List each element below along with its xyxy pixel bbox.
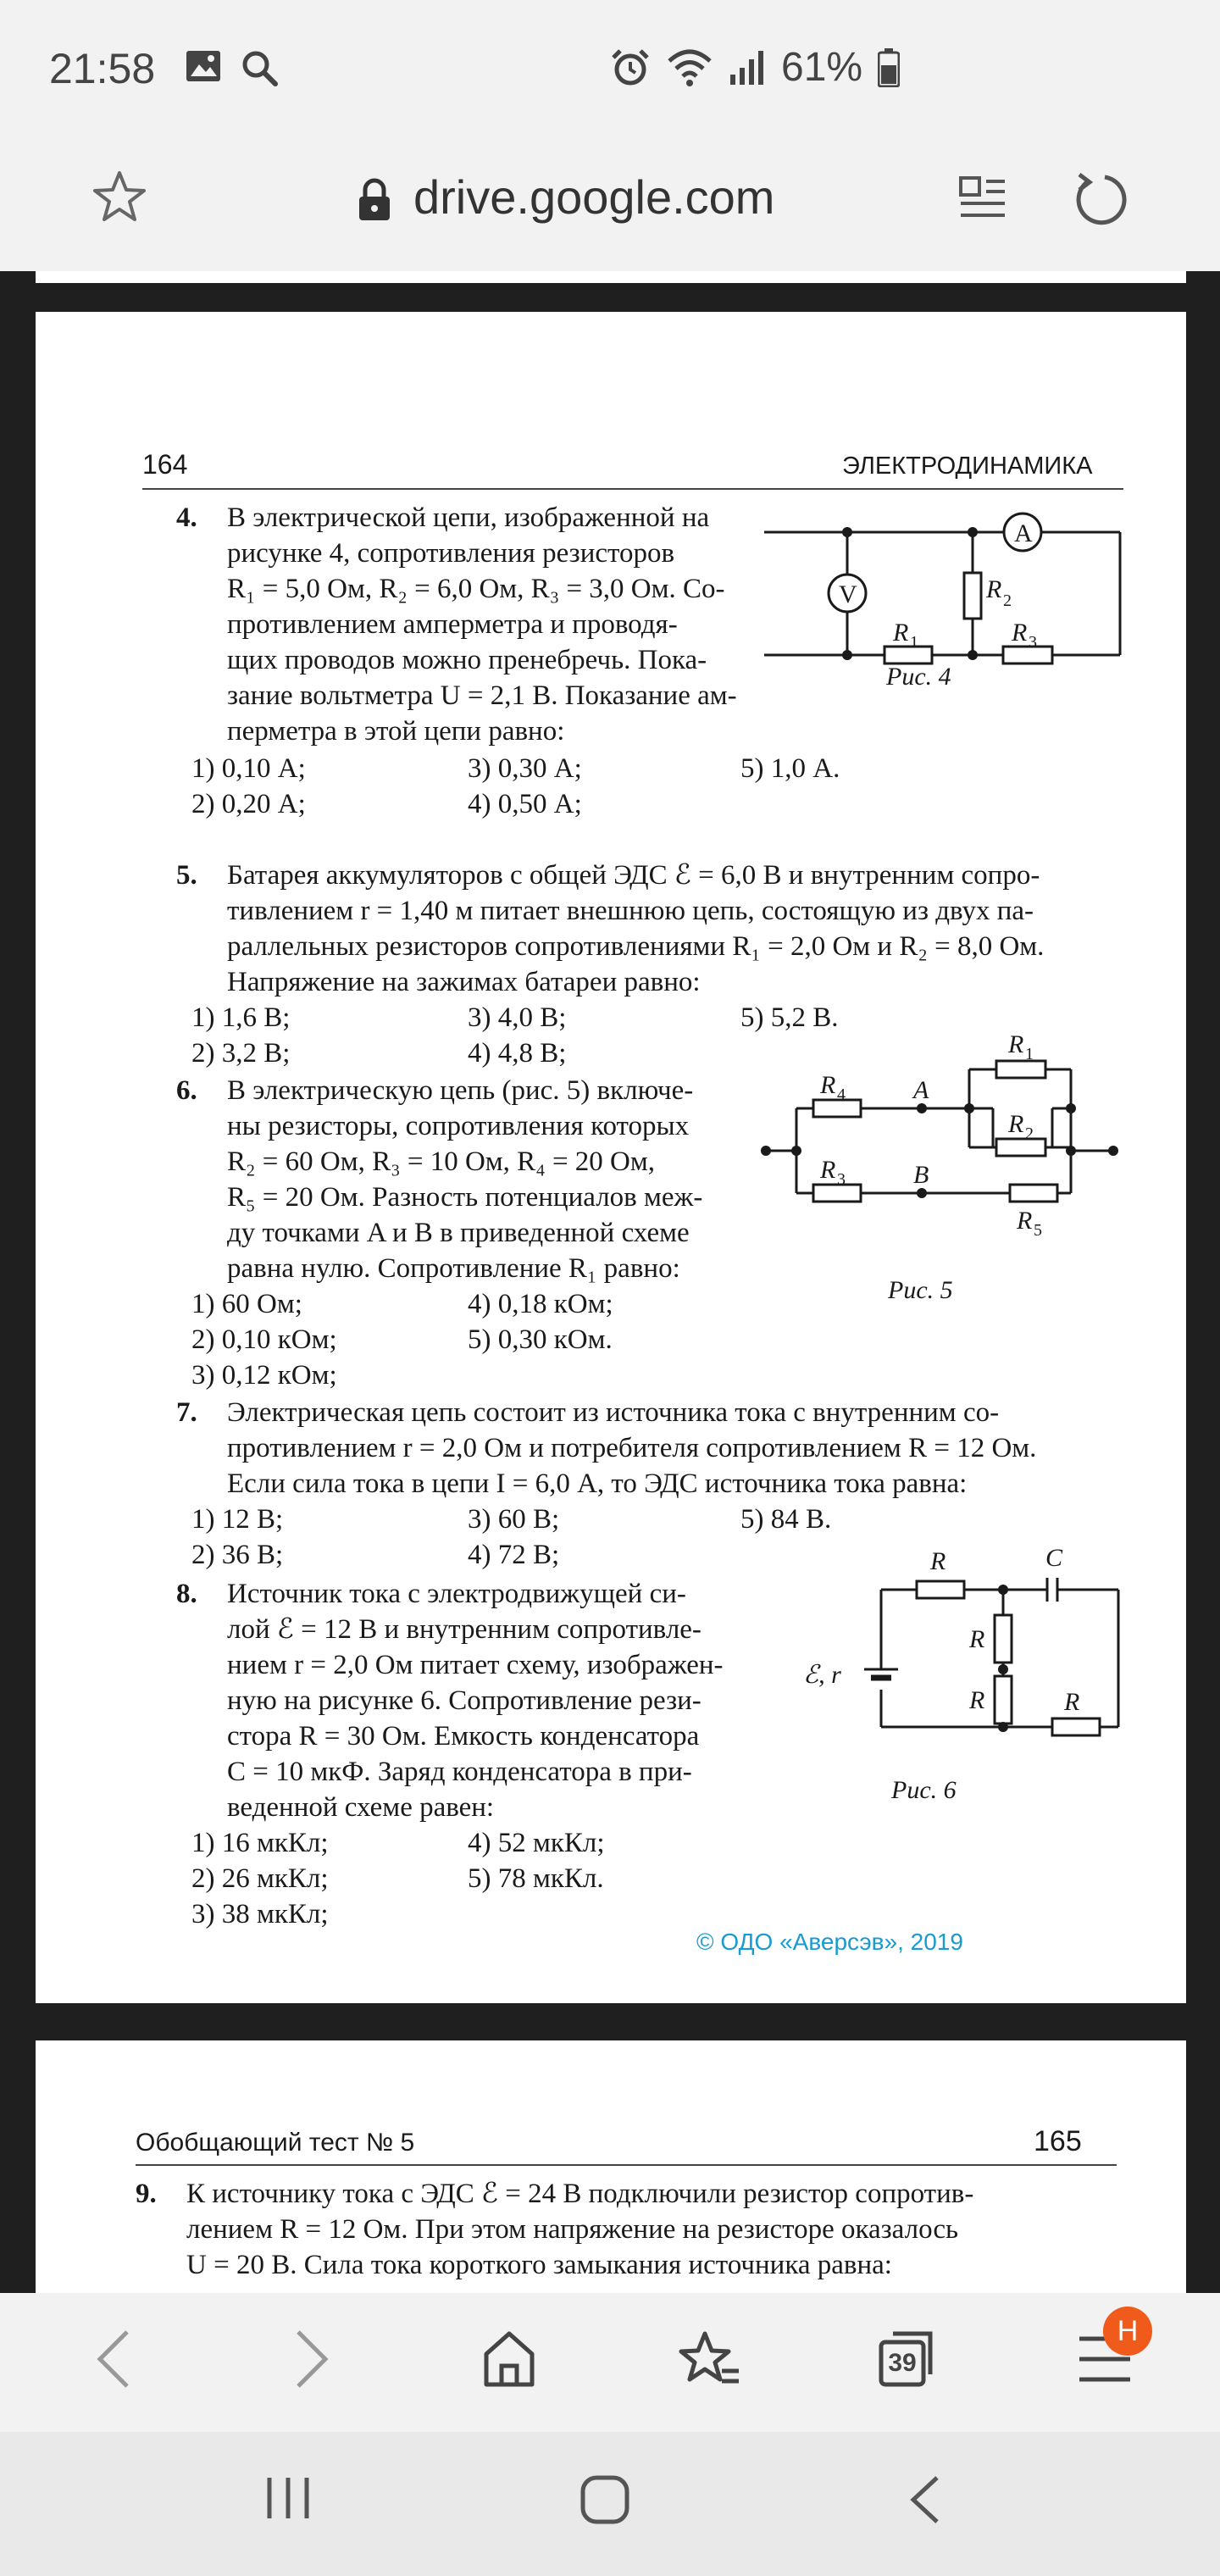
answer-option: 5) 1,0 А.: [740, 753, 840, 784]
resistor-r4-subscript: 4: [837, 1085, 846, 1104]
problem-text: [227, 1073, 769, 1286]
home-button-icon[interactable]: [580, 2474, 630, 2525]
point-a-label: A: [913, 1076, 929, 1104]
answer-option: 1) 16 мкКл;: [191, 1828, 329, 1858]
page-number: 164: [142, 449, 188, 480]
resistor-r3-subscript: 3: [837, 1170, 846, 1189]
text-line: U = 20 В. Сила тока короткого замыкания источника равна:: [186, 2250, 892, 2280]
text-line: ную на рисунке 6. Сопротивление рези-: [227, 1685, 702, 1716]
answer-option: 1) 60 Ом;: [191, 1289, 302, 1319]
answer-option: 4) 4,8 В;: [468, 1038, 567, 1069]
document-page-164: [36, 312, 1186, 2003]
text-line: Электрическая цепь состоит из источника тока с внутренним со-: [227, 1397, 1000, 1428]
resistor-r3-label: R: [1012, 619, 1028, 647]
text-line: ду точками A и B в приведенной схеме: [227, 1218, 690, 1248]
answer-option: 1) 12 В;: [191, 1504, 284, 1535]
previous-page-edge: [36, 271, 1186, 283]
problem-number: 7.: [176, 1397, 197, 1428]
answer-option: 2) 0,10 кОм;: [191, 1324, 337, 1355]
battery-percent: 61%: [781, 45, 863, 90]
text-line: лой ℰ = 12 В и внутренним сопротивле-: [227, 1614, 702, 1645]
bookmark-star-icon[interactable]: [92, 169, 147, 224]
answer-option: 3) 38 мкКл;: [191, 1899, 329, 1929]
url-bar: [0, 144, 1220, 271]
text-line: противлением r = 2,0 Ом и потребителя сопротивлением R = 12 Ом.: [227, 1433, 1037, 1463]
answer-option: 5) 78 мкКл.: [468, 1863, 604, 1894]
resistor-r-mid2-label: R: [969, 1686, 985, 1714]
capacitor-c-label: C: [1045, 1544, 1063, 1572]
text-line: противлением амперметра и проводя-: [227, 609, 678, 640]
text-line: Напряжение на зажимах батареи равно:: [227, 967, 701, 997]
resistor-r2-label: R: [986, 575, 1002, 603]
status-bar: [0, 0, 1220, 144]
resistor-r1-subscript: 1: [1025, 1045, 1034, 1063]
resistor-r2-subscript: 2: [1003, 591, 1012, 610]
test-title: Обобщающий тест № 5: [136, 2129, 415, 2157]
alarm-icon: [610, 47, 651, 88]
problem-5: [139, 793, 1156, 997]
resistor-r2-label: R: [1008, 1110, 1024, 1138]
answer-option: 3) 0,30 А;: [468, 753, 582, 784]
problem-number: 5.: [176, 860, 197, 891]
signal-icon: [729, 49, 766, 86]
reload-icon[interactable]: [1071, 169, 1130, 229]
tabs-count: 39: [888, 2349, 917, 2377]
text-line: Источник тока с электродвижущей си-: [227, 1579, 686, 1609]
problem-number: 4.: [176, 502, 197, 533]
lock-icon: [356, 178, 393, 222]
figure-5-circuit: [756, 1015, 1145, 1235]
answer-option: 2) 0,20 А;: [191, 789, 306, 819]
answer-option: 1) 1,6 В;: [191, 1002, 291, 1033]
answer-option: 4) 0,50 А;: [468, 789, 582, 819]
resistor-r-top-label: R: [930, 1547, 946, 1575]
text-line: R₅ = 20 Ом. Разность потенциалов меж-: [227, 1182, 703, 1213]
text-line: R₁ = 5,0 Ом, R₂ = 6,0 Ом, R₃ = 3,0 Ом. Со-: [227, 574, 725, 604]
problem-text: [227, 858, 1159, 1000]
reader-mode-icon[interactable]: [957, 175, 1008, 222]
answer-option: 4) 72 В;: [468, 1540, 560, 1570]
resistor-r1-label: R: [893, 619, 909, 647]
section-title: ЭЛЕКТРОДИНАМИКА: [842, 452, 1093, 480]
answer-option: 3) 0,12 кОм;: [191, 1360, 337, 1391]
header-rule: [136, 2164, 1117, 2166]
system-back-icon[interactable]: [907, 2474, 944, 2525]
resistor-r-bottom-label: R: [1064, 1688, 1080, 1716]
forward-arrow-icon[interactable]: [291, 2327, 334, 2391]
recent-apps-icon[interactable]: [264, 2474, 312, 2522]
header-rule: [142, 488, 1123, 490]
text-line: веденной схеме равен:: [227, 1792, 495, 1823]
answer-option: 2) 36 В;: [191, 1540, 284, 1570]
text-line: лением R = 12 Ом. При этом напряжение на резисторе оказалось: [186, 2214, 959, 2245]
answer-option: 4) 52 мкКл;: [468, 1828, 605, 1858]
resistor-r1-label: R: [1008, 1030, 1024, 1058]
resistor-r5-subscript: 5: [1034, 1221, 1042, 1235]
text-line: C = 10 мкФ. Заряд конденсатора в при-: [227, 1757, 692, 1787]
problem-text: [227, 1576, 769, 1825]
problem-number: 9.: [136, 2179, 157, 2209]
text-line: Батарея аккумуляторов с общей ЭДС ℰ = 6,0 В и внутренним сопро-: [227, 860, 1040, 891]
text-line: раллельных резисторов сопротивлениями R₁ = 2,0 Ом и R₂ = 8,0 Ом.: [227, 931, 1045, 962]
problem-number: 8.: [176, 1579, 197, 1609]
search-icon: [241, 49, 278, 86]
browser-toolbar: [0, 2293, 1220, 2432]
bookmarks-star-icon[interactable]: [678, 2327, 742, 2391]
figure-6-circuit: [764, 1524, 1137, 1761]
home-icon[interactable]: [481, 2327, 537, 2391]
text-line: К источнику тока с ЭДС ℰ = 24 В подключили резистор сопротив-: [186, 2179, 974, 2209]
problem-text: [186, 2176, 1127, 2283]
text-line: равна нулю. Сопротивление R₁ равно:: [227, 1253, 680, 1284]
resistor-r2-subscript: 2: [1025, 1124, 1034, 1143]
back-arrow-icon[interactable]: [92, 2327, 134, 2391]
document-page-165: [36, 2040, 1186, 2293]
text-line: рисунке 4, сопротивления резисторов: [227, 538, 675, 569]
text-line: щих проводов можно пренебречь. Пока-: [227, 645, 707, 675]
text-line: R₂ = 60 Ом, R₃ = 10 Ом, R₄ = 20 Ом,: [227, 1146, 656, 1177]
resistor-r3-subscript: 3: [1029, 633, 1037, 652]
resistor-r3-label: R: [820, 1156, 836, 1184]
problem-text: [227, 1395, 1159, 1502]
figure-5-caption: Рис. 5: [888, 1276, 953, 1304]
ammeter-label: A: [1014, 519, 1033, 547]
problem-text: [227, 500, 769, 749]
problem-6: [139, 1073, 732, 1293]
text-line: В электрической цепи, изображенной на: [227, 502, 710, 533]
notification-badge: H: [1103, 2307, 1152, 2356]
system-navigation-bar: [0, 2432, 1220, 2576]
source-label: ℰ, r: [803, 1661, 841, 1689]
resistor-r5-label: R: [1017, 1207, 1033, 1235]
page-number: 165: [1034, 2125, 1082, 2157]
text-line: ны резисторы, сопротивления которых: [227, 1111, 690, 1141]
answer-option: 5) 5,2 В.: [740, 1002, 839, 1033]
answer-option: 4) 0,18 кОм;: [468, 1289, 613, 1319]
answer-option: 5) 0,30 кОм.: [468, 1324, 613, 1355]
text-line: стора R = 30 Ом. Емкость конденсатора: [227, 1721, 700, 1752]
status-time: 21:58: [49, 45, 156, 92]
answer-option: 2) 26 мкКл;: [191, 1863, 329, 1894]
text-line: тивлением r = 1,40 м питает внешнюю цепь, состоящую из двух па-: [227, 896, 1034, 926]
figure-4-caption: Рис. 4: [886, 663, 951, 691]
text-line: Если сила тока в цепи I = 6,0 А, то ЭДС источника тока равна:: [227, 1468, 968, 1499]
battery-icon: [878, 48, 900, 87]
voltmeter-label: V: [839, 580, 857, 608]
answer-option: 2) 3,2 В;: [191, 1038, 291, 1069]
document-viewer[interactable]: [0, 271, 1220, 2293]
url-text[interactable]: drive.google.com: [413, 170, 775, 224]
point-b-label: B: [913, 1161, 929, 1189]
problem-number: 6.: [176, 1075, 197, 1106]
text-line: зание вольтметра U = 2,1 В. Показание ам-: [227, 680, 737, 711]
gallery-icon: [185, 49, 222, 83]
copyright-notice: © ОДО «Аверсэв», 2019: [696, 1929, 963, 1955]
problem-9: [136, 2176, 1152, 2293]
answer-option: 3) 60 В;: [468, 1504, 560, 1535]
figure-6-caption: Рис. 6: [891, 1776, 957, 1804]
resistor-r1-subscript: 1: [910, 633, 918, 652]
answer-option: 3) 4,0 В;: [468, 1002, 567, 1033]
resistor-r4-label: R: [820, 1071, 836, 1099]
text-line: перметра в этой цепи равно:: [227, 716, 565, 747]
tabs-button[interactable]: [878, 2327, 937, 2391]
answer-option: 5) 84 В.: [740, 1504, 832, 1535]
wifi-icon: [666, 47, 713, 88]
text-line: нием r = 2,0 Ом питает схему, изображен-: [227, 1650, 724, 1680]
text-line: В электрическую цепь (рис. 5) включе-: [227, 1075, 694, 1106]
answer-option: 1) 0,10 А;: [191, 753, 306, 784]
problem-8: [139, 1576, 732, 1839]
problem-7: [139, 1371, 1156, 1499]
resistor-r-mid1-label: R: [969, 1625, 985, 1653]
